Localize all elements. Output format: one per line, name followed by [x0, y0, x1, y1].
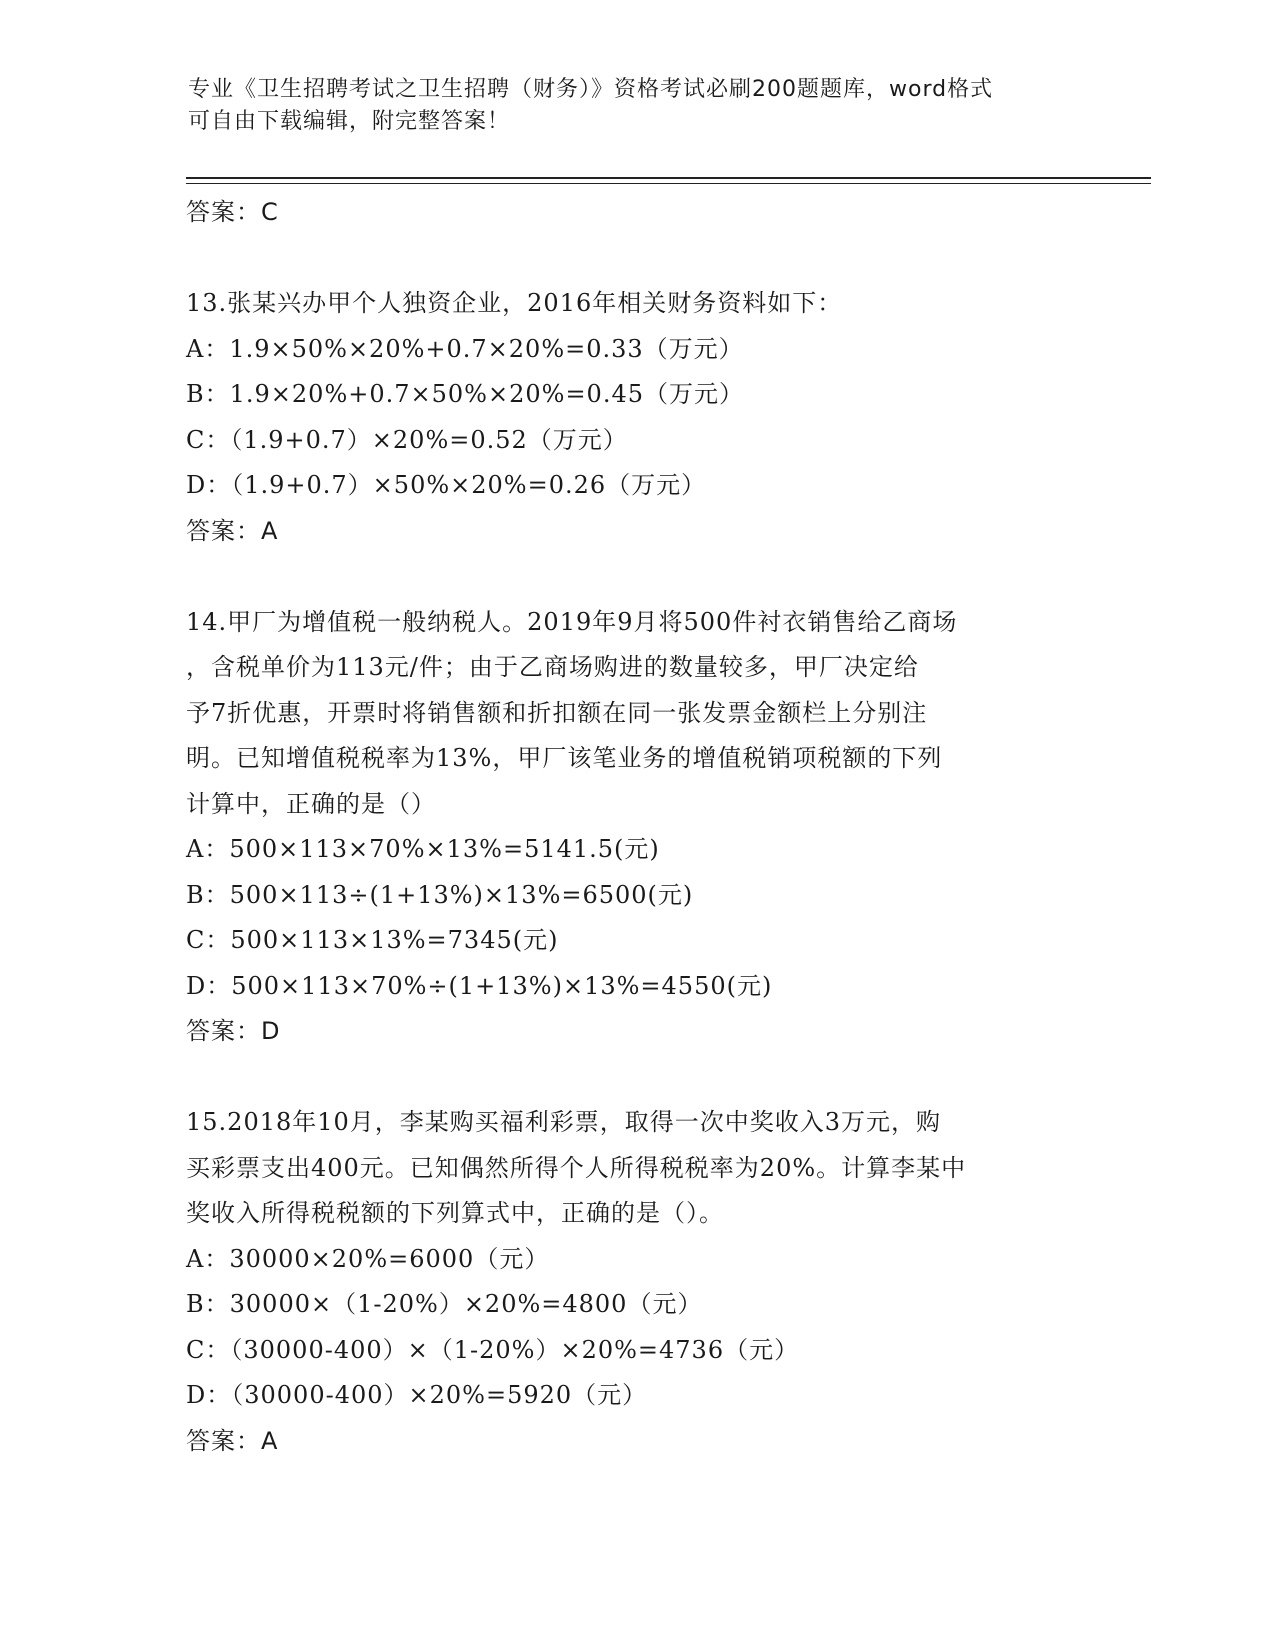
answer-line: 答案：C — [186, 198, 279, 226]
question-stem: ，含税单价为113元/件；由于乙商场购进的数量较多，甲厂决定给 — [186, 653, 919, 681]
question-stem: 奖收入所得税税额的下列算式中，正确的是（）。 — [186, 1199, 724, 1227]
option-b: B：500×113÷(1+13%)×13%=6500(元) — [186, 880, 694, 909]
option-b: B：30000×（1-20%）×20%=4800（元） — [186, 1290, 703, 1318]
answer-line: 答案：A — [186, 516, 279, 545]
question-stem: 买彩票支出400元。已知偶然所得个人所得税税率为20%。计算李某中 — [186, 1153, 967, 1182]
document-header — [188, 74, 1068, 138]
spacer — [186, 1055, 1086, 1101]
option-a: A：500×113×70%×13%=5141.5(元) — [186, 835, 660, 863]
header-line-2: 可自由下载编辑，附完整答案！ — [188, 109, 511, 134]
document-body — [186, 190, 1086, 1464]
question-stem: 予7折优惠，开票时将销售额和折扣额在同一张发票金额栏上分别注 — [186, 698, 928, 727]
header-rule-thick — [186, 177, 1151, 179]
header-line-1: 专业《卫生招聘考试之卫生招聘（财务）》资格考试必刷200题题库，word格式 — [188, 77, 994, 102]
option-c: C：（30000-400）×（1-20%）×20%=4736（元） — [186, 1335, 800, 1364]
question-14 — [186, 600, 1086, 1055]
option-c: C：500×113×13%=7345(元) — [186, 926, 559, 954]
option-d: D：（1.9+0.7）×50%×20%=0.26（万元） — [186, 471, 707, 499]
answer-line: 答案：A — [186, 1426, 279, 1455]
header-rule-thin — [186, 183, 1151, 184]
answer-line: 答案：D — [186, 1017, 281, 1045]
option-d: D：500×113×70%÷(1+13%)×13%=4550(元) — [186, 971, 773, 1000]
question-15 — [186, 1100, 1086, 1464]
question-stem: 14.甲厂为增值税一般纳税人。2019年9月将500件衬衣销售给乙商场 — [186, 607, 958, 636]
option-b: B：1.9×20%+0.7×50%×20%=0.45（万元） — [186, 380, 744, 408]
option-a: A：30000×20%=6000（元） — [186, 1244, 550, 1273]
spacer — [186, 236, 1086, 282]
question-stem: 计算中，正确的是（） — [186, 789, 436, 818]
spacer — [186, 554, 1086, 600]
option-c: C：（1.9+0.7）×20%=0.52（万元） — [186, 425, 628, 454]
question-13 — [186, 281, 1086, 554]
question-stem: 明。已知增值税税率为13%，甲厂该笔业务的增值税销项税额的下列 — [186, 744, 943, 772]
question-stem: 13.张某兴办甲个人独资企业，2016年相关财务资料如下： — [186, 289, 843, 317]
question-stem: 15.2018年10月，李某购买福利彩票，取得一次中奖收入3万元，购 — [186, 1108, 942, 1136]
option-d: D：（30000-400）×20%=5920（元） — [186, 1381, 648, 1409]
option-a: A：1.9×50%×20%+0.7×20%=0.33（万元） — [186, 334, 744, 363]
